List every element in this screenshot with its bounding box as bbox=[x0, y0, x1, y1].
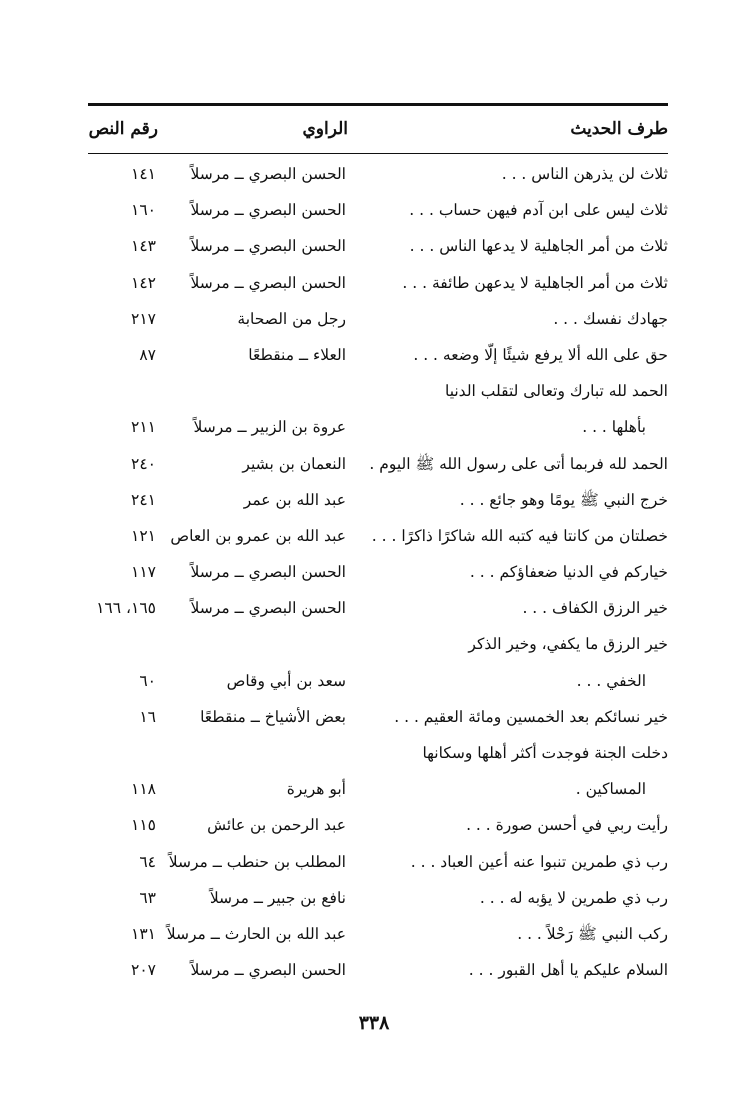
narrator: عبد الله بن عمر bbox=[243, 490, 346, 509]
table-row bbox=[88, 771, 668, 807]
table-row bbox=[88, 916, 668, 952]
table-row bbox=[88, 192, 668, 228]
hadith-incipit: ركب النبي ﷺ رَحْلاً . . . bbox=[517, 924, 668, 943]
narrator: الحسن البصري ــ مرسلاً bbox=[190, 165, 346, 183]
text-number: ٢١١ bbox=[131, 418, 156, 437]
hadith-incipit: ثلاث من أمر الجاهلية لا يدعهن طائفة . . . bbox=[402, 273, 668, 292]
text-number: ٢٤٠ bbox=[131, 454, 156, 473]
hadith-incipit: رب ذي طمرين تنبوا عنه أعين العباد . . . bbox=[410, 852, 668, 871]
text-number: ٦٤ bbox=[139, 852, 156, 871]
hadith-incipit: الخفي . . . bbox=[576, 671, 646, 690]
narrator: الحسن البصري ــ مرسلاً bbox=[190, 961, 346, 980]
narrator: نافع بن جبير ــ مرسلاً bbox=[209, 888, 346, 907]
narrator: أبو هريرة bbox=[286, 780, 346, 799]
text-number: ٢٤١ bbox=[131, 490, 156, 509]
table-row bbox=[88, 373, 668, 409]
top-rule bbox=[88, 103, 668, 106]
narrator: عبد الله بن الحارث ــ مرسلاً bbox=[166, 924, 346, 943]
table-row bbox=[88, 663, 668, 699]
hadith-incipit: رب ذي طمرين لا يؤبه له . . . bbox=[479, 888, 668, 907]
text-number: ١٦ bbox=[139, 707, 156, 726]
table-row bbox=[88, 301, 668, 337]
table-row bbox=[88, 735, 668, 771]
table-row bbox=[88, 337, 668, 373]
hadith-incipit: خرج النبي ﷺ يومًا وهو جائع . . . bbox=[459, 490, 668, 509]
hadith-incipit: المساكين . bbox=[575, 780, 646, 799]
narrator: المطلب بن حنطب ــ مرسلاً bbox=[168, 852, 346, 871]
narrator: النعمان بن بشير bbox=[242, 454, 346, 473]
text-number: ١١٨ bbox=[131, 780, 156, 799]
hadith-incipit: خير نسائكم بعد الخمسين ومائة العقيم . . . bbox=[394, 707, 668, 726]
hadith-incipit: خير الرزق ما يكفي، وخير الذكر bbox=[468, 635, 668, 654]
table-row bbox=[88, 482, 668, 518]
hadith-incipit: خير الرزق الكفاف . . . bbox=[522, 599, 668, 618]
text-number: ١٢١ bbox=[131, 526, 156, 545]
narrator: العلاء ــ منقطعًا bbox=[248, 345, 346, 364]
table-row bbox=[88, 952, 668, 988]
hadith-incipit: ثلاث لن يذرهن الناس . . . bbox=[501, 165, 668, 183]
table-row bbox=[88, 699, 668, 735]
hadith-incipit: ثلاث من أمر الجاهلية لا يدعها الناس . . . bbox=[409, 237, 668, 256]
table-row bbox=[88, 265, 668, 301]
hadith-incipit: خصلتان من كانتا فيه كتبه الله شاكرًا ذاكرًا . . . bbox=[371, 526, 668, 545]
narrator: الحسن البصري ــ مرسلاً bbox=[190, 237, 346, 256]
hadith-incipit: رأيت ربي في أحسن صورة . . . bbox=[466, 816, 668, 835]
hadith-incipit: السلام عليكم يا أهل القبور . . . bbox=[468, 961, 668, 980]
column-header-hadith: طرف الحديث bbox=[570, 119, 668, 139]
table-row bbox=[88, 554, 668, 590]
index-table bbox=[88, 156, 668, 988]
hadith-incipit: الحمد لله فربما أتى على رسول الله ﷺ اليوم . bbox=[369, 454, 668, 473]
text-number: ١٦٥، ١٦٦ bbox=[96, 599, 156, 618]
hadith-incipit: جهادك نفسك . . . bbox=[553, 309, 668, 328]
text-number: ٦٠ bbox=[139, 671, 156, 690]
column-header-number: رقم النص bbox=[88, 119, 158, 139]
table-row bbox=[88, 409, 668, 445]
table-row bbox=[88, 626, 668, 662]
text-number: ١١٧ bbox=[131, 563, 156, 582]
header-rule bbox=[88, 153, 668, 154]
narrator: بعض الأشياخ ــ منقطعًا bbox=[200, 707, 346, 726]
hadith-incipit: بأهلها . . . bbox=[582, 418, 646, 437]
hadith-incipit: حق على الله ألا يرفع شيئًا إلّا وضعه . . . bbox=[413, 345, 668, 364]
narrator: عروة بن الزبير ــ مرسلاً bbox=[193, 418, 346, 437]
text-number: ٢١٧ bbox=[131, 309, 156, 328]
text-number: ١٣١ bbox=[131, 924, 156, 943]
table-row bbox=[88, 446, 668, 482]
table-row bbox=[88, 590, 668, 626]
text-number: ١٤١ bbox=[131, 165, 156, 183]
column-header-narrator: الراوي bbox=[302, 119, 348, 139]
hadith-incipit: ثلاث ليس على ابن آدم فيهن حساب . . . bbox=[409, 201, 668, 220]
text-number: ١٤٣ bbox=[131, 237, 156, 256]
narrator: الحسن البصري ــ مرسلاً bbox=[190, 599, 346, 618]
narrator: الحسن البصري ــ مرسلاً bbox=[190, 563, 346, 582]
hadith-incipit: خياركم في الدنيا ضعفاؤكم . . . bbox=[469, 563, 668, 582]
text-number: ١٦٠ bbox=[131, 201, 156, 220]
table-row bbox=[88, 880, 668, 916]
narrator: الحسن البصري ــ مرسلاً bbox=[190, 201, 346, 220]
text-number: ٢٠٧ bbox=[131, 961, 156, 980]
narrator: سعد بن أبي وقاص bbox=[226, 671, 346, 690]
text-number: ٨٧ bbox=[139, 345, 156, 364]
table-row bbox=[88, 844, 668, 880]
narrator: رجل من الصحابة bbox=[237, 309, 346, 328]
table-row bbox=[88, 228, 668, 264]
text-number: ١١٥ bbox=[131, 816, 156, 835]
hadith-incipit: دخلت الجنة فوجدت أكثر أهلها وسكانها bbox=[422, 744, 668, 762]
text-number: ٦٣ bbox=[139, 888, 156, 907]
narrator: الحسن البصري ــ مرسلاً bbox=[190, 273, 346, 292]
narrator: عبد الله بن عمرو بن العاص bbox=[170, 526, 346, 545]
table-row bbox=[88, 156, 668, 192]
narrator: عبد الرحمن بن عائش bbox=[207, 816, 346, 835]
table-row bbox=[88, 518, 668, 554]
hadith-incipit: الحمد لله تبارك وتعالى لتقلب الدنيا bbox=[444, 382, 668, 401]
text-number: ١٤٢ bbox=[131, 273, 156, 292]
table-row bbox=[88, 807, 668, 843]
page-number: ٣٣٨ bbox=[358, 1012, 390, 1034]
